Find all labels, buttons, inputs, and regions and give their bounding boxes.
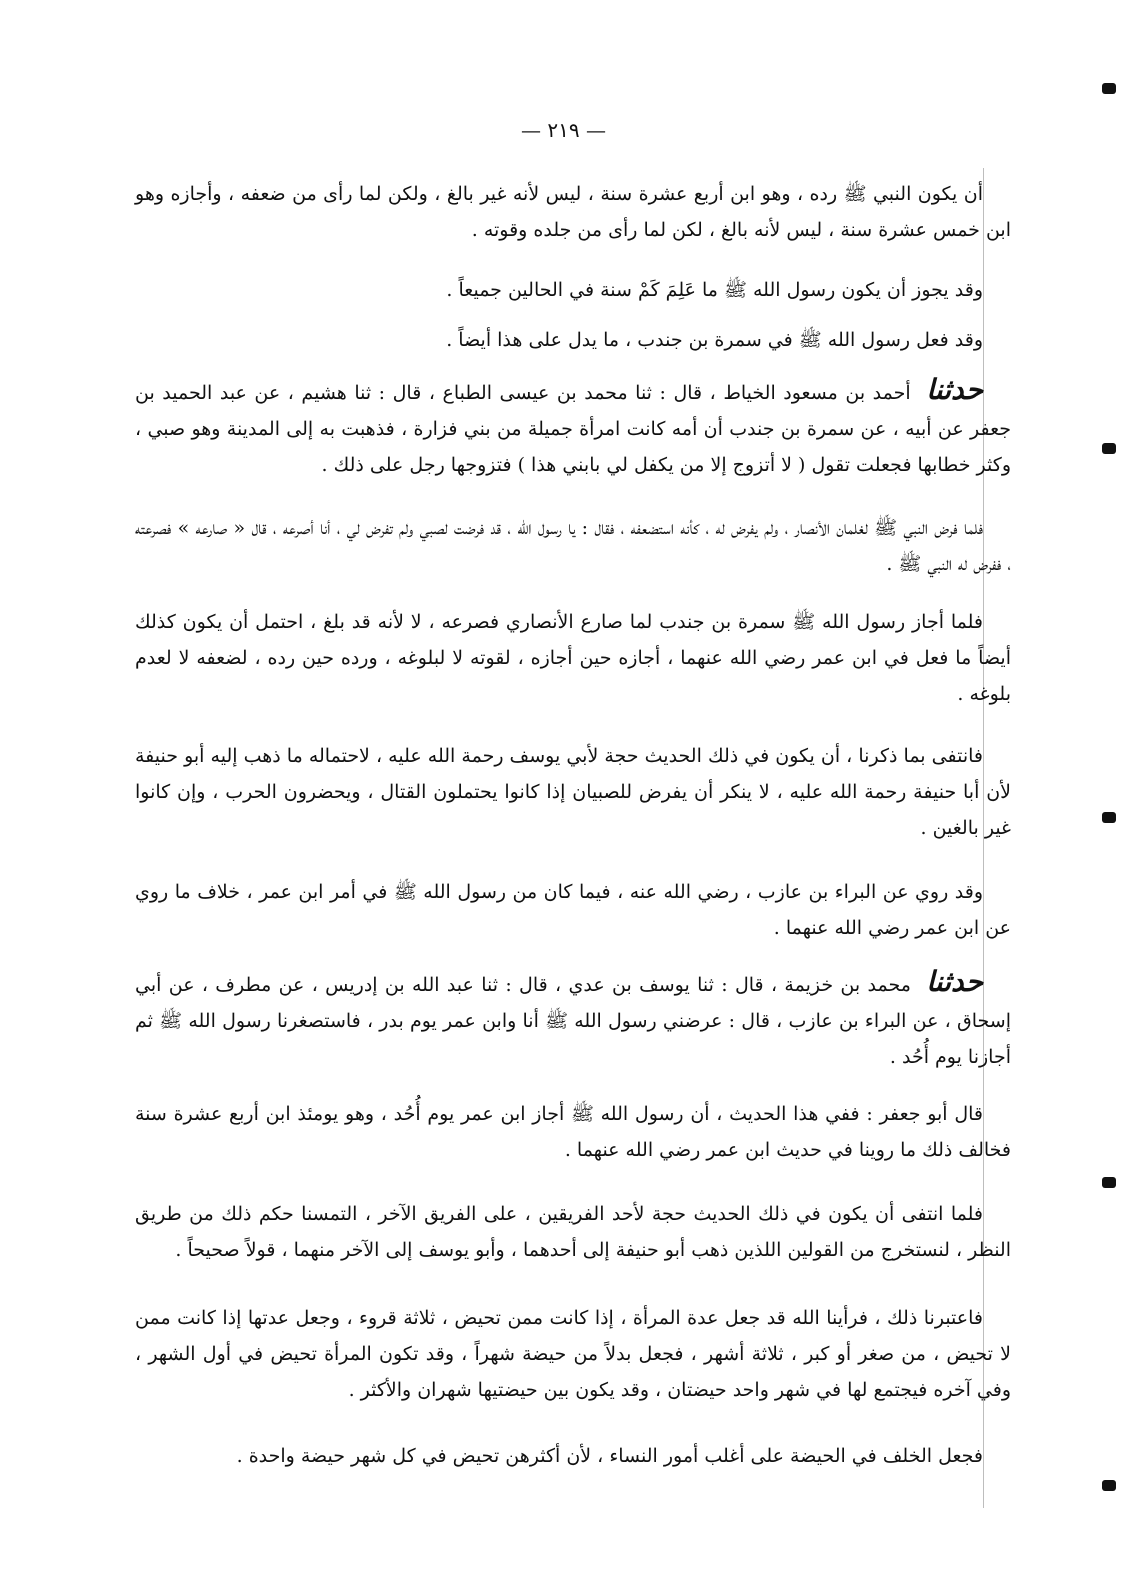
binding-mark [1102,443,1116,454]
paragraph-text: فلما انتفى أن يكون في ذلك الحديث حجة لأحد الفريقين ، على الفريق الآخر ، التمسنا حكم ذلك من طريق النظر ، لنستخرج من القولين اللذين ذهب أبو حنيفة إلى أحدهما ، وأبو يوسف إلى الآخر منهما ، قولاً صحيحاً . [135,1203,1011,1261]
paragraph [135,1096,1011,1168]
paragraph-text: وقد فعل رسول الله ﷺ في سمرة بن جندب ، ما يدل على هذا أيضاً . [446,329,983,351]
paragraph [135,272,1011,308]
paragraph-text: وقد يجوز أن يكون رسول الله ﷺ ما عَلِمَ كَمْ سنة في الحالين جميعاً . [446,279,983,301]
paragraph-text: وقد روي عن البراء بن عازب ، رضي الله عنه ، فيما كان من رسول الله ﷺ في أمر ابن عمر ، خلاف ما روي عن ابن عمر رضي الله عنهما . [135,881,1011,939]
paragraph-text: فاعتبرنا ذلك ، فرأينا الله قد جعل عدة المرأة ، إذا كانت ممن تحيض ، ثلاثة قروء ، وجعل عدتها إذا كانت ممن لا تحيض ، من صغر أو كبر ، ثلاثة أشهر ، فجعل بدلاً من حيضة شهراً ، وقد تكون المرأة تحيض في أول الشهر ، وفي آخره فيجتمع لها في شهر واحد حيضتان ، وقد يكون بين حيضتيها شهران والأكثر . [135,1307,1011,1401]
paragraph-text: أن يكون النبي ﷺ رده ، وهو ابن أربع عشرة سنة ، ليس لأنه غير بالغ ، ولكن لما رأى من ضعفه ، وأجازه وهو ابن خمس عشرة سنة ، ليس لأنه بالغ ، لكن لما رأى من جلده وقوته . [135,183,1011,241]
paragraph [135,964,1011,1075]
paragraph-text: فجعل الخلف في الحيضة على أغلب أمور النساء ، لأن أكثرهن تحيض في كل شهر حيضة واحدة . [236,1445,983,1467]
paragraph-text: فلما فرض النبي ﷺ لغلمان الأنصار ، ولم يفرض له ، كأنه استضعفه ، فقال : يا رسول الله ، قد فرضت لصبي ولم تفرض لي ، أنا أصرعه ، قال « صارعه » فصرعته ، ففرض له النبي ﷺ . [135,517,1011,575]
paragraph-text: أحمد بن مسعود الخياط ، قال : ثنا محمد بن عيسى الطباع ، قال : ثنا هشيم ، عن عبد الحميد بن جعفر عن أبيه ، عن سمرة بن جندب أن أمه كانت امرأة جميلة من بني فزارة ، فذهبت به إلى المدينة وهو صبي ، وكثر خطابها فجعلت تقول ( لا أتزوج إلا من يكفل لي بابني هذا ) فتزوجها رجل على ذلك . [135,382,1011,476]
paragraph [135,510,1011,582]
paragraph [135,322,1011,358]
hadith-lead-word: حدثنا [926,965,983,998]
paragraph [135,1300,1011,1408]
paragraph [135,604,1011,712]
paragraph-text: فلما أجاز رسول الله ﷺ سمرة بن جندب لما صارع الأنصاري فصرعه ، لا لأنه قد بلغ ، احتمل أن يكون كذلك أيضاً ما فعل في ابن عمر رضي الله عنهما ، أجازه حين أجازه ، لقوته لا لبلوغه ، ورده حين رده ، لضعفه لا لعدم بلوغه . [135,611,1011,705]
paragraph-text: محمد بن خزيمة ، قال : ثنا يوسف بن عدي ، قال : ثنا عبد الله بن إدريس ، عن مطرف ، عن أبي إسحاق ، عن البراء بن عازب ، قال : عرضني رسول الله ﷺ أنا وابن عمر يوم بدر ، فاستصغرنا رسول الله ﷺ ثم أجازنا يوم أُحُد . [135,974,1011,1068]
page-number: — ٢١٩ — [521,118,606,142]
binding-mark [1102,1177,1116,1188]
binding-mark [1102,812,1116,823]
paragraph [135,372,1011,483]
binding-mark [1102,1480,1116,1491]
hadith-lead-word: حدثنا [926,373,983,406]
paragraph [135,1196,1011,1268]
paragraph [135,176,1011,248]
paragraph-text: قال أبو جعفر : ففي هذا الحديث ، أن رسول الله ﷺ أجاز ابن عمر يوم أُحُد ، وهو يومئذ ابن أربع عشرة سنة فخالف ذلك ما روينا في حديث ابن عمر رضي الله عنهما . [135,1103,1011,1161]
binding-mark [1102,83,1116,94]
paragraph [135,874,1011,946]
paragraph-text: فانتفى بما ذكرنا ، أن يكون في ذلك الحديث حجة لأبي يوسف رحمة الله عليه ، لاحتماله ما ذهب إليه أبو حنيفة لأن أبا حنيفة رحمة الله عليه ، لا ينكر أن يفرض للصبيان إذا كانوا يحتملون القتال ، ويحضرون الحرب ، وإن كانوا غير بالغين . [135,745,1011,839]
paragraph [135,738,1011,846]
paragraph [135,1438,1011,1474]
